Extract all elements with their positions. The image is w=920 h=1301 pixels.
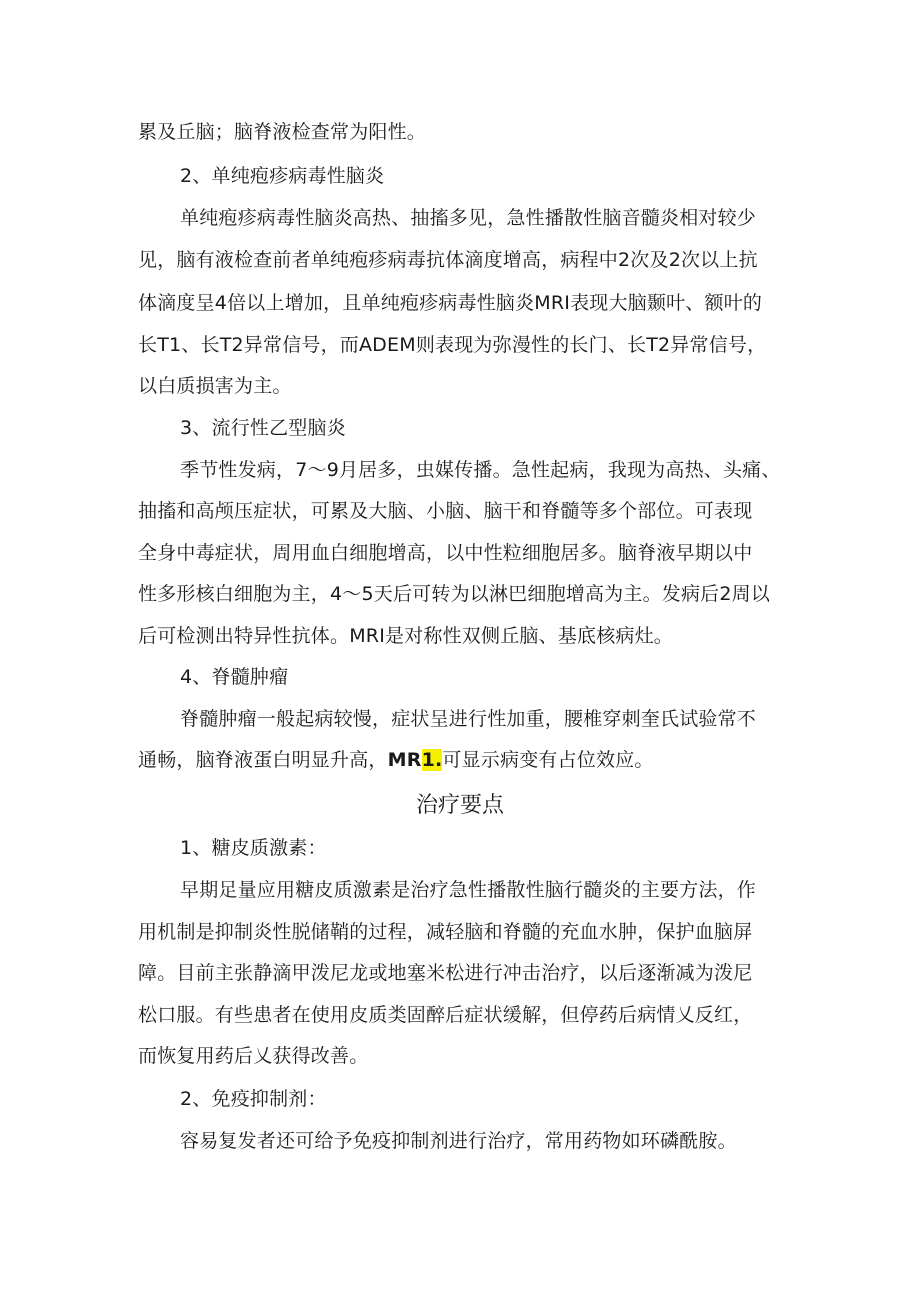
text-line: 以白质损害为主。 [138,375,292,397]
text-line: 容易复发者还可给予免疫抑制剂进行治疗，常用药物如环磷酰胺。 [180,1130,737,1152]
section-heading: 2、免疫抑制剂： [180,1088,327,1110]
text-line: 长T1、长T2异常信号，而ADEM则表现为弥漫性的长门、长T2异常信号， [138,334,767,356]
text-line: 全身中毒症状，周用血白细胞增高，以中性粒细胞居多。脑脊液早期以中 [138,542,753,564]
text-line: 单纯疱疹病毒性脑炎高热、抽搐多见，急性播散性脑音髓炎相对较少 [180,207,757,229]
text-line: 障。目前主张静滴甲泼尼龙或地塞米松进行冲击治疗，以后逐渐减为泼尼 [138,962,753,984]
text-line: 抽搐和高颅压症状，可累及大脑、小脑、脑干和脊髓等多个部位。可表现 [138,500,753,522]
text-segment: 通畅，脑脊液蛋白明显升高， [138,749,388,771]
text-line: 性多形核白细胞为主，4〜5天后可转为以淋巴细胞增高为主。发病后2周以 [138,583,771,605]
page-title: 治疗要点 [415,793,504,818]
text-line: 而恢复用药后乂获得改善。 [138,1045,369,1067]
section-heading: 2、单纯疱疹病毒性脑炎 [180,165,385,187]
section-heading: 1、糖皮质激素： [180,837,327,859]
text-line: 见，脑有液检查前者单纯疱疹病毒抗体滴度增高，病程中2次及2次以上抗 [138,249,758,271]
highlight-mark: 1. [421,749,443,771]
text-segment: 可显示病变有占位效应。 [442,749,654,771]
text-line: 后可检测出特异性抗体。MRI是对称性双侧丘脑、基底核病灶。 [138,625,673,647]
text-line: 松口服。有些患者在使用皮质类固醉后症状缓解，但停药后病情乂反红， [138,1004,753,1026]
text-line [138,748,654,772]
text-line: 用机制是抑制炎性脱储鞘的过程，减轻脑和脊髓的充血水肿，保护血脑屏 [138,921,753,943]
mr-label: MR [387,749,422,771]
text-line: 体滴度呈4倍以上增加，且单纯疱疹病毒性脑炎MRI表现大脑颞叶、额叶的 [138,292,763,314]
section-heading: 4、脊髓肿瘤 [180,666,289,688]
text-line: 累及丘脑；脑脊液检查常为阳性。 [138,121,427,143]
text-line: 季节性发病，7〜9月居多，虫媒传播。急性起病，我现为高热、头痛、 [180,459,781,481]
section-heading: 3、流行性乙型脑炎 [180,417,346,439]
text-line: 脊髓肿瘤一般起病较慢，症状呈进行性加重，腰椎穿刺奎氏试验常不 [180,708,757,730]
text-line: 早期足量应用糖皮质激素是治疗急性播散性脑行髓炎的主要方法，作 [180,879,757,901]
